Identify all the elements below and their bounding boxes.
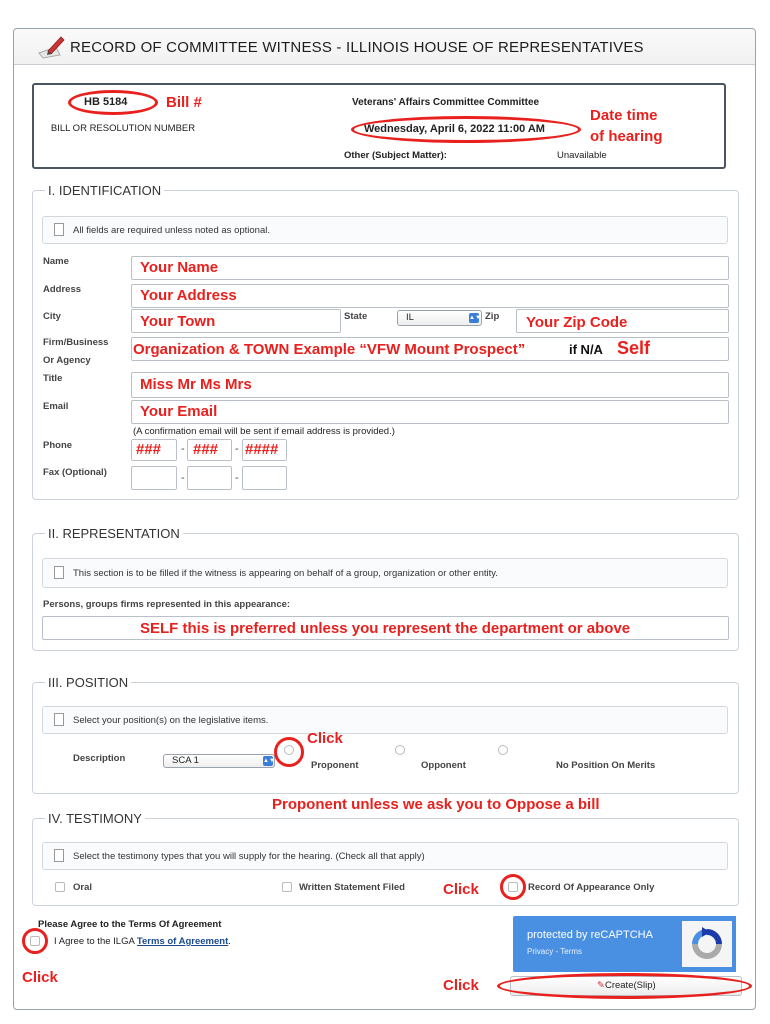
state-select-value: IL (406, 312, 414, 323)
annotation-phone2: ### (193, 441, 219, 458)
fax-area-input[interactable] (131, 466, 177, 490)
terms-of-agreement-link[interactable]: Terms of Agreement (136, 936, 229, 947)
recaptcha-privacy-link[interactable]: Privacy (527, 947, 554, 956)
other-subject-value: Unavailable (557, 150, 607, 161)
position-legend: III. POSITION (45, 675, 131, 690)
hearing-date: Wednesday, April 6, 2022 11:00 AM (364, 123, 545, 135)
annotation-name: Your Name (140, 259, 219, 276)
record-of-appearance-highlight (500, 874, 526, 900)
description-label: Description (73, 753, 126, 764)
committee-name: Veterans' Affairs Committee Committee (352, 97, 540, 108)
annotation-phone1: ### (136, 441, 162, 458)
recaptcha-separator: - (553, 947, 561, 956)
fax-line-input[interactable] (242, 466, 287, 490)
no-position-label: No Position On Merits (556, 760, 656, 771)
identification-note-text: All fields are required unless noted as optional. (73, 225, 270, 236)
page-title: RECORD OF COMMITTEE WITNESS - ILLINOIS HOUSE OF REPRESENTATIVES (70, 39, 644, 56)
email-label: Email (43, 401, 69, 412)
annotation-represent: SELF this is preferred unless you represent the department or above (140, 620, 631, 637)
annotation-click-agree: Click (22, 969, 58, 986)
annotation-firm: Organization & TOWN Example “VFW Mount Prospect” (133, 341, 526, 358)
description-select-value: SCA 1 (172, 755, 199, 766)
pen-icon (36, 34, 66, 60)
position-note-text: Select your position(s) on the legislative items. (73, 715, 269, 726)
bill-number-highlight (68, 90, 158, 115)
testimony-note-text: Select the testimony types that you will supply for the hearing. (Check all that apply) (73, 851, 425, 862)
document-icon (54, 566, 64, 579)
oral-checkbox[interactable] (55, 882, 65, 892)
testimony-legend: IV. TESTIMONY (45, 811, 145, 826)
select-arrow-icon: ▲▼ (469, 315, 481, 321)
firm-label (43, 336, 108, 368)
recaptcha-text: protected by reCAPTCHA (527, 929, 653, 941)
annotation-zip: Your Zip Code (526, 314, 628, 331)
agreement-text (54, 936, 231, 947)
create-slip-highlight (497, 973, 752, 999)
written-statement-checkbox[interactable] (282, 882, 292, 892)
city-label: City (43, 311, 61, 322)
recaptcha-logo-icon (682, 921, 732, 967)
annotation-date (590, 105, 663, 147)
proponent-highlight (274, 737, 304, 767)
annotation-firm-self: Self (617, 338, 651, 358)
annotation-bill: Bill # (166, 94, 202, 111)
fax-dash: - (181, 472, 185, 484)
no-position-radio[interactable] (498, 745, 508, 755)
email-input[interactable] (131, 400, 729, 424)
create-slip-text: Create(Slip) (604, 980, 656, 991)
annotation-proponent-note: Proponent unless we ask you to Oppose a bill (272, 796, 600, 813)
annotation-email: Your Email (140, 403, 218, 420)
select-arrow-icon: ▲▼ (263, 758, 275, 764)
record-of-appearance-label: Record Of Appearance Only (528, 882, 655, 893)
address-label: Address (43, 284, 82, 295)
document-icon (54, 223, 64, 236)
recaptcha-terms-link[interactable]: Terms (560, 947, 582, 956)
recaptcha-links (527, 947, 582, 956)
agreement-text-label: I Agree to the ILGA (54, 936, 135, 947)
annotation-address: Your Address (140, 287, 237, 304)
state-label: State (344, 311, 368, 322)
opponent-label: Opponent (421, 760, 466, 771)
phone-dash: - (181, 443, 185, 455)
annotation-click-create: Click (443, 977, 479, 994)
annotation-firm-na: if N/A (569, 342, 603, 357)
agreement-heading: Please Agree to the Terms Of Agreement (38, 919, 222, 930)
position-section (32, 682, 739, 794)
representation-legend: II. REPRESENTATION (45, 526, 183, 541)
agree-checkbox-highlight (22, 928, 48, 954)
document-icon (54, 713, 64, 726)
annotation-click-proponent: Click (307, 730, 343, 747)
bill-number-label: BILL OR RESOLUTION NUMBER (50, 123, 196, 134)
agreement-period: . (228, 936, 231, 947)
name-input[interactable] (131, 256, 729, 280)
fax-label: Fax (Optional) (43, 467, 107, 478)
name-label: Name (43, 256, 69, 267)
annotation-town: Your Town (140, 313, 216, 330)
firm-label-line1: Firm/Business (43, 337, 109, 348)
hearing-date-highlight (351, 116, 581, 143)
opponent-radio[interactable] (395, 745, 405, 755)
identification-legend: I. IDENTIFICATION (45, 183, 164, 198)
document-icon (54, 849, 64, 862)
other-subject-label: Other (Subject Matter): (344, 150, 447, 161)
representation-note-text: This section is to be filled if the witness is appearing on behalf of a group, organization or other entity. (73, 568, 498, 579)
firm-label-line2: Or Agency (43, 355, 91, 366)
oral-label: Oral (73, 882, 93, 893)
persons-label: Persons, groups firms represented in this appearance: (43, 599, 291, 610)
proponent-label: Proponent (311, 760, 359, 771)
annotation-date-line2: of hearing (590, 128, 663, 145)
annotation-title: Miss Mr Ms Mrs (140, 376, 252, 393)
annotation-phone3: #### (245, 441, 279, 458)
email-note: (A confirmation email will be sent if email address is provided.) (133, 426, 395, 437)
written-statement-label: Written Statement Filed (299, 882, 405, 893)
phone-label: Phone (43, 440, 73, 451)
title-label: Title (43, 373, 63, 384)
fax-prefix-input[interactable] (187, 466, 232, 490)
phone-dash: - (235, 443, 239, 455)
bill-number: HB 5184 (84, 96, 128, 108)
fax-dash: - (235, 472, 239, 484)
zip-label: Zip (485, 311, 500, 322)
annotation-click-record: Click (443, 881, 479, 898)
pen-small-icon: ✎ (597, 980, 605, 991)
description-select[interactable] (163, 754, 275, 768)
annotation-date-line1: Date time (590, 107, 658, 124)
